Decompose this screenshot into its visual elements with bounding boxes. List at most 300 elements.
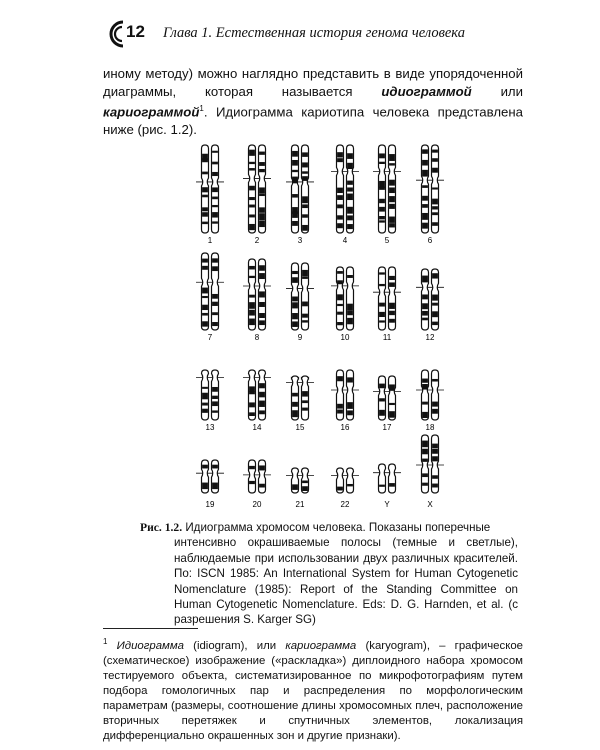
dark-band [347, 187, 353, 191]
dark-band [292, 160, 298, 166]
dark-band [249, 266, 255, 270]
dark-band [432, 158, 438, 162]
dark-band [422, 311, 428, 316]
chromatid [302, 263, 309, 330]
dark-band [202, 222, 208, 225]
dark-band [389, 311, 395, 315]
dark-band [337, 404, 343, 409]
dark-band [432, 456, 438, 461]
dark-band [379, 207, 385, 212]
footnote [103, 634, 523, 744]
dark-band [432, 199, 438, 205]
dark-band [259, 320, 265, 325]
dark-band [292, 410, 298, 417]
dark-band [432, 311, 438, 317]
chromosome-label-10: 10 [340, 333, 350, 342]
chromosome-label-7: 7 [207, 333, 213, 342]
dark-band [302, 408, 308, 411]
chromosome-pair-9 [286, 263, 314, 330]
dark-band [389, 303, 395, 309]
dark-band [422, 402, 428, 405]
dark-band [422, 196, 428, 201]
dark-band [432, 273, 438, 278]
dark-band [202, 259, 208, 263]
dark-band [302, 277, 308, 279]
dark-band [389, 223, 395, 227]
dark-band [302, 204, 308, 208]
dark-band [202, 313, 208, 316]
chromatid [302, 468, 309, 493]
chromatid [249, 460, 256, 493]
chromatid-outline [302, 376, 309, 420]
chromatid [259, 460, 266, 493]
chromosome-label-20: 20 [252, 500, 262, 509]
dark-band [389, 196, 395, 202]
chromatid [249, 370, 256, 420]
chromosome-label-3: 3 [297, 236, 303, 245]
dark-band [379, 216, 385, 219]
dark-band [422, 441, 428, 448]
dark-band [212, 187, 218, 192]
chromatid [389, 464, 396, 493]
dark-band [347, 310, 353, 315]
fn-text-1: (idiogram), или [183, 639, 286, 652]
chromatid [337, 267, 344, 330]
chromatid [432, 435, 439, 493]
dark-band [249, 168, 255, 171]
chromatid [202, 253, 209, 330]
chromosome-label-11: 11 [382, 333, 392, 342]
chromosome-pair-16 [331, 370, 359, 420]
dark-band [212, 151, 218, 153]
dark-band [347, 207, 353, 214]
dark-band [337, 215, 343, 219]
dark-band [292, 484, 298, 490]
dark-band [202, 212, 208, 216]
dark-band [302, 486, 308, 491]
dark-band [212, 212, 218, 217]
dark-band [432, 187, 438, 189]
chromosome-pair-19 [196, 460, 224, 493]
dark-band [422, 384, 428, 390]
dark-band [259, 213, 265, 220]
chromatid [292, 376, 299, 420]
dark-band [347, 304, 353, 311]
fn-text-2: (karyogram), – графическое (схематическое) изображение («раскладка») диплоидного набора хромосом тестируемого объекта, систематизированное по микрофотографиям путем подбора гомологичных пар и распределения по морфологическим параметрам (размеры, соотношение длины хромосомных плеч, расположение вторичных перетяжек и спутничных элементов, локализация дифференциально окрашенных зон и другие признаки). [103, 639, 523, 742]
dark-band [379, 284, 385, 286]
dark-band [292, 321, 298, 327]
dark-band [259, 484, 265, 488]
dark-band [212, 302, 218, 306]
dark-band [202, 403, 208, 406]
dark-band [347, 194, 353, 201]
chromosome-pair-21 [286, 468, 314, 493]
dark-band [292, 402, 298, 407]
chromatid [432, 370, 439, 420]
dark-band [259, 265, 265, 271]
dark-band [422, 412, 428, 418]
dark-band [422, 204, 428, 208]
dark-band [259, 410, 265, 414]
dark-band [292, 151, 298, 157]
chromosome-label-19: 19 [205, 500, 215, 509]
chromatid [212, 145, 219, 233]
dark-band [249, 481, 255, 484]
dark-band [432, 168, 438, 173]
dark-band [337, 204, 343, 208]
dark-band [202, 321, 208, 326]
chromatid [292, 468, 299, 493]
dark-band [422, 160, 428, 166]
dark-band [249, 412, 255, 416]
dark-band [422, 459, 428, 462]
dark-band [212, 221, 218, 223]
chromatid [202, 370, 209, 420]
dark-band [337, 294, 343, 300]
dark-band [422, 170, 428, 177]
chromosome-pair-Y [373, 464, 401, 493]
dark-band [292, 177, 298, 184]
dark-band [212, 294, 218, 299]
dark-band [259, 187, 265, 193]
dark-band [389, 276, 395, 280]
dark-band [389, 154, 395, 161]
dark-band [379, 410, 385, 416]
chromosome-label-17: 17 [382, 423, 392, 432]
dark-band [347, 410, 353, 415]
chromosome-label-8: 8 [254, 333, 260, 342]
chromosome-label-12: 12 [425, 333, 435, 342]
fn-term-karyogram: кариограмма [285, 639, 357, 652]
dark-band [212, 387, 218, 392]
dark-band [389, 163, 395, 165]
chromosome-label-13: 13 [205, 423, 215, 432]
page-header [103, 19, 543, 49]
chromosome-label-2: 2 [254, 236, 260, 245]
dark-band [422, 223, 428, 229]
dark-band [259, 392, 265, 398]
chromosome-pair-18 [416, 370, 444, 420]
chromatid [337, 370, 344, 420]
chromatid [202, 145, 209, 233]
chromosome-pair-10 [331, 267, 359, 330]
chromosome-pair-1 [196, 145, 224, 233]
dark-band [302, 152, 308, 156]
chromosome-label-16: 16 [340, 423, 350, 432]
dark-band [249, 224, 255, 230]
dark-band [302, 214, 308, 217]
chromatid [259, 145, 266, 233]
dark-band [337, 195, 343, 200]
dark-band [302, 400, 308, 403]
chromatid [379, 145, 386, 233]
dark-band [347, 163, 353, 169]
dark-band [202, 288, 208, 294]
dark-band [212, 465, 218, 469]
dark-band [259, 169, 265, 172]
dark-band [379, 312, 385, 317]
dark-band [379, 272, 385, 274]
intro-text-2: или [471, 83, 523, 99]
dark-band [259, 207, 265, 212]
dark-band [422, 294, 428, 299]
dark-band [202, 393, 208, 400]
dark-band [422, 379, 428, 383]
dark-band [249, 150, 255, 156]
dark-band [379, 384, 385, 389]
chromosome-pair-3 [286, 145, 314, 233]
dark-band [422, 483, 428, 486]
dark-band [202, 483, 208, 490]
footnote-divider [103, 628, 198, 629]
dark-band [302, 196, 308, 203]
chromatid [249, 145, 256, 233]
dark-band [379, 303, 385, 307]
dark-band [249, 162, 255, 164]
dark-band [389, 411, 395, 418]
chromatid-outline [259, 460, 266, 493]
chromosome-label-9: 9 [297, 333, 303, 342]
dark-band [202, 305, 208, 310]
dark-band [202, 266, 208, 270]
dark-band [422, 473, 428, 477]
dark-band [337, 280, 343, 284]
dark-band [202, 187, 208, 192]
chromosome-pair-X [416, 435, 444, 493]
chromatid [302, 145, 309, 233]
dark-band [249, 186, 255, 191]
chromatid [379, 267, 386, 330]
dark-band [212, 410, 218, 412]
chromatid [422, 145, 429, 233]
dark-band [212, 205, 218, 207]
dark-band [302, 171, 308, 173]
figure-caption [140, 520, 518, 628]
chromatid [259, 370, 266, 420]
dark-band [389, 319, 395, 323]
dark-band [202, 465, 208, 469]
dark-band [347, 318, 353, 324]
chromatid [347, 370, 354, 420]
dark-band [249, 466, 255, 469]
chromatid [432, 145, 439, 233]
dark-band [432, 303, 438, 306]
chromatid [422, 370, 429, 420]
caption-label: Рис. 1.2. [140, 521, 183, 534]
chromatid [292, 145, 299, 233]
dark-band [249, 214, 255, 217]
dark-band [432, 212, 438, 215]
dark-band [432, 295, 438, 301]
chromatid [302, 376, 309, 420]
dark-band [337, 304, 343, 306]
chromosome-pair-20 [243, 460, 271, 493]
page-number: 12 [126, 22, 145, 41]
intro-paragraph [103, 65, 523, 138]
chromosome-pair-11 [373, 267, 401, 330]
dark-band [379, 398, 385, 401]
chromatid-outline [249, 460, 256, 493]
dark-band [379, 162, 385, 164]
dark-band [212, 396, 218, 399]
dark-band [337, 487, 343, 491]
dark-band [202, 195, 208, 198]
caption-body: интенсивно окрашиваемые полосы (темные и светлые), наблюдаемые при использовании двух различных красителей. По: ISCN 1985: An International System for Human Cytogenetic Nomenclature (1985): Report of the Standing Committee on Human Cytogenetic Nomenclature. Eds: D. G. Harnden, et al. (с разрешения S. Karger SG) [174, 536, 518, 627]
dark-band [337, 312, 343, 315]
dark-band [292, 194, 298, 198]
chromosome-label-6: 6 [427, 236, 433, 245]
dark-band [249, 276, 255, 278]
chromatid [422, 269, 429, 330]
dark-band [432, 444, 438, 449]
dark-band [389, 180, 395, 186]
dark-band [347, 275, 353, 278]
chromosome-pair-6 [416, 145, 444, 233]
dark-band [379, 199, 385, 203]
dark-band [212, 162, 218, 165]
dark-band [259, 465, 265, 470]
term-karyogram: кариограммой [103, 104, 200, 120]
dark-band [302, 225, 308, 231]
dark-band [212, 266, 218, 271]
dark-band [422, 276, 428, 283]
chromatid [212, 253, 219, 330]
dark-band [292, 296, 298, 301]
dark-band [432, 379, 438, 382]
chromosome-pair-8 [243, 259, 271, 330]
dark-band [212, 258, 218, 262]
dark-band [379, 187, 385, 190]
intro-text-3: . Идиограмма кариотипа человека представлена ниже (рис. 1.2). [103, 104, 523, 137]
dark-band [422, 149, 428, 153]
dark-band [432, 222, 438, 226]
dark-band [292, 211, 298, 217]
dark-band [202, 296, 208, 298]
dark-band [259, 291, 265, 297]
dark-band [202, 409, 208, 413]
dark-band [389, 384, 395, 390]
dark-band [302, 391, 308, 396]
chromatid [259, 259, 266, 330]
dark-band [292, 393, 298, 397]
chromosome-pair-13 [196, 370, 224, 420]
footnote-ref: 1 [199, 104, 204, 113]
chromatid-outline [302, 145, 309, 233]
dark-band [202, 158, 208, 162]
chromosome-label-14: 14 [252, 423, 262, 432]
dark-band [347, 377, 353, 382]
dark-band [249, 302, 255, 309]
dark-band [249, 386, 255, 391]
chromatid [389, 145, 396, 233]
chromatid-outline [389, 464, 396, 493]
dark-band [292, 221, 298, 226]
dark-band [389, 217, 395, 223]
dark-band [259, 162, 265, 166]
chromosome-pair-4 [331, 145, 359, 233]
dark-band [292, 170, 298, 172]
idiogram-figure [150, 135, 475, 520]
dark-band [432, 402, 438, 407]
dark-band [432, 150, 438, 153]
dark-band [337, 410, 343, 414]
dark-band [432, 206, 438, 209]
dark-band [249, 310, 255, 316]
chromosome-label-18: 18 [425, 423, 435, 432]
dark-band [212, 401, 218, 406]
fn-term-idiogram: Идиограмма [116, 639, 184, 652]
dark-band [212, 312, 218, 315]
dark-band [347, 402, 353, 409]
dark-band [292, 277, 298, 283]
chromosome-label-15: 15 [295, 423, 305, 432]
dark-band [249, 402, 255, 407]
dark-band [347, 153, 353, 159]
dark-band [259, 273, 265, 279]
dark-band [422, 185, 428, 188]
chromosome-label-1: 1 [207, 236, 213, 245]
dark-band [347, 181, 353, 185]
chromatid [337, 468, 344, 493]
dark-band [259, 302, 265, 307]
dark-band [212, 322, 218, 326]
dark-band [432, 322, 438, 325]
chromatid [379, 464, 386, 493]
dark-band [389, 483, 395, 487]
dark-band [337, 223, 343, 228]
dark-band [422, 303, 428, 309]
dark-band [259, 221, 265, 228]
dark-band [337, 271, 343, 274]
chromatid [347, 145, 354, 233]
caption-first-line: Идиограмма хромосом человека. Показаны поперечные [185, 521, 491, 534]
dark-band [302, 162, 308, 167]
dark-band [212, 197, 218, 200]
chromatid [347, 267, 354, 330]
dark-band [432, 449, 438, 454]
chromosome-label-Y: Y [384, 500, 390, 509]
dark-band [249, 319, 255, 326]
dark-band [249, 205, 255, 208]
dark-band [259, 383, 265, 388]
dark-band [389, 282, 395, 286]
dark-band [422, 213, 428, 220]
chromosome-label-21: 21 [295, 500, 305, 509]
dark-band [259, 194, 265, 196]
chromatid [202, 460, 209, 493]
chromosome-label-X: X [427, 500, 433, 509]
chromosome-pair-5 [373, 145, 401, 233]
dark-band [292, 313, 298, 319]
dark-band [379, 153, 385, 158]
dark-band [379, 485, 385, 487]
dark-band [292, 271, 298, 274]
dark-band [259, 401, 265, 407]
chromosome-label-4: 4 [342, 236, 348, 245]
chromosome-pair-17 [373, 376, 401, 420]
dark-band [202, 207, 208, 211]
dark-band [422, 318, 428, 321]
dark-band [337, 152, 343, 157]
dark-band [202, 172, 208, 175]
dark-band [347, 484, 353, 486]
dark-band [389, 187, 395, 193]
dark-band [432, 475, 438, 479]
chromatid [249, 259, 256, 330]
dark-band [337, 376, 343, 381]
dark-band [212, 172, 218, 176]
term-idiogram: идиограммой [381, 83, 472, 99]
